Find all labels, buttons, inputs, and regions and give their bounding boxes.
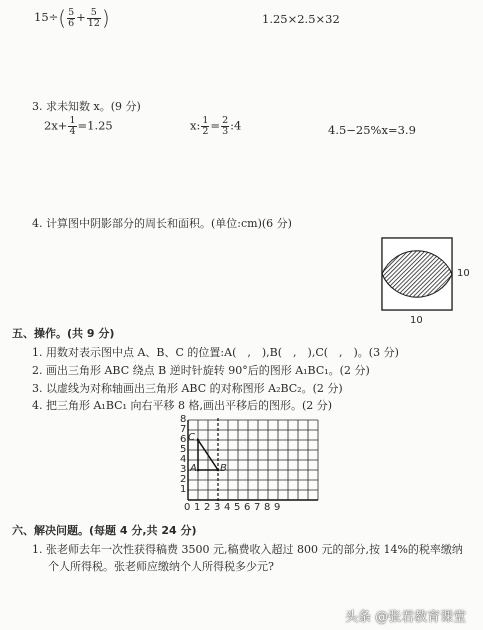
section5-item-1: 1. 用数对表示图中点 A、B、C 的位置:A( , ),B( , ),C( , )。(3 分) bbox=[32, 346, 399, 359]
paren-left: ( bbox=[58, 6, 67, 30]
point-a-marker bbox=[197, 469, 200, 472]
fraction-1-2: $\frac{1}{2}$ bbox=[202, 115, 209, 137]
section5-item-2: 2. 画出三角形 ABC 绕点 B 逆时针旋转 90°后的图形 A₁BC₁。(2 分) bbox=[32, 364, 370, 377]
point-c-label: C bbox=[188, 432, 195, 443]
plus-sign: + bbox=[76, 10, 86, 24]
paren-right: ) bbox=[101, 6, 110, 30]
watermark: 头条 @张君教育课堂 bbox=[345, 610, 467, 625]
q3-equation-2: x: $\frac{1}{2}$ = $\frac{2}{3}$ :4 bbox=[190, 115, 242, 137]
point-a-label: A bbox=[190, 463, 197, 474]
section6-q1-line1: 1. 张老师去年一次性获得稿费 3500 元,稿费收入超过 800 元的部分,按 14%的税率缴纳 bbox=[32, 543, 463, 556]
section5-item-3: 3. 以虚线为对称轴画出三角形 ABC 的对称图形 A₂BC₂。(2 分) bbox=[32, 382, 343, 395]
y-label-7: 7 bbox=[180, 424, 187, 435]
x-label-2: 2 bbox=[204, 502, 211, 513]
section6-q1-line2: 个人所得税。张老师应缴纳个人所得税多少元? bbox=[48, 560, 274, 573]
dim-bottom-label: 10 bbox=[410, 315, 423, 326]
point-b-marker bbox=[217, 469, 220, 472]
x-label-4: 4 bbox=[224, 502, 231, 513]
expr-division bbox=[34, 6, 110, 30]
dim-right-label: 10 bbox=[457, 268, 470, 279]
fraction-2-3: $\frac{2}{3}$ bbox=[222, 115, 229, 137]
q4-title: 4. 计算图中阴影部分的周长和面积。(单位:cm)(6 分) bbox=[32, 217, 292, 230]
q3-equation-1: 2x+ $\frac{1}{4}$ =1.25 bbox=[44, 115, 113, 137]
expr-prefix: 15÷ bbox=[34, 10, 59, 24]
section5-item-4: 4. 把三角形 A₁BC₁ 向右平移 8 格,画出平移后的图形。(2 分) bbox=[32, 399, 333, 412]
y-label-2: 2 bbox=[180, 474, 187, 485]
x-label-5: 5 bbox=[234, 502, 241, 513]
x-label-7: 7 bbox=[254, 502, 261, 513]
y-label-1: 1 bbox=[180, 484, 187, 495]
x-label-9: 9 bbox=[274, 502, 281, 513]
grid-lines bbox=[188, 420, 318, 500]
y-label-6: 6 bbox=[180, 434, 187, 445]
y-label-8: 8 bbox=[180, 414, 187, 425]
q3-equation-3: 4.5−25%x=3.9 bbox=[328, 123, 416, 137]
x-label-1: 1 bbox=[194, 502, 201, 513]
fraction-5-6: $\frac{5}{6}$ bbox=[68, 6, 75, 29]
q3-title: 3. 求未知数 x。(9 分) bbox=[32, 100, 141, 113]
section5-title: 五、操作。(共 9 分) bbox=[12, 327, 115, 340]
y-label-4: 4 bbox=[180, 454, 187, 465]
y-label-3: 3 bbox=[180, 464, 187, 475]
x-label-6: 6 bbox=[244, 502, 251, 513]
x-label-8: 8 bbox=[264, 502, 271, 513]
section6-title: 六、解决问题。(每题 4 分,共 24 分) bbox=[12, 524, 197, 537]
point-b-label: B bbox=[220, 463, 227, 474]
x-label-0: 0 bbox=[184, 502, 191, 513]
coordinate-grid bbox=[178, 418, 328, 514]
fraction-5-12: $\frac{5}{12}$ bbox=[87, 6, 100, 29]
y-label-5: 5 bbox=[180, 444, 187, 455]
shaded-figure bbox=[380, 236, 454, 312]
fraction-1-4: $\frac{1}{4}$ bbox=[69, 115, 76, 137]
x-label-3: 3 bbox=[214, 502, 221, 513]
expr-multiplication: 1.25×2.5×32 bbox=[262, 12, 340, 26]
point-c-marker bbox=[197, 439, 200, 442]
